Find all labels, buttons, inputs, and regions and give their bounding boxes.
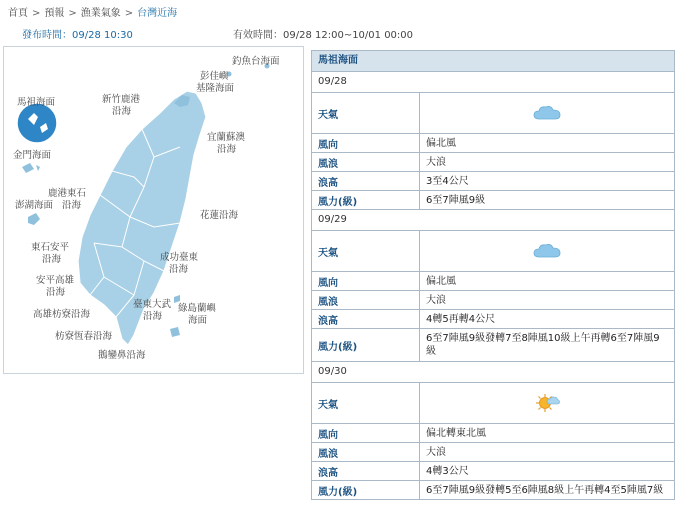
wind-direction-row [312,424,674,443]
wind-force-value: 6至7陣風9級發轉5至6陣風8級上午再轉4至5陣風7級 [426,484,664,496]
map-label-yilan[interactable]: 宜蘭蘇澳 [207,132,246,143]
map-label-ludao-line2: 海面 [188,315,208,326]
breadcrumb-home[interactable]: 首頁 [8,8,28,19]
wind-force-row [312,191,674,210]
forecast-date: 09/29 [312,210,674,231]
breadcrumb-separator: > [124,8,134,19]
forecast-panel [311,50,675,500]
map-label-ludao[interactable]: 綠島蘭嶼 [178,303,217,314]
cloud-icon [533,243,561,259]
wind-force-value: 6至7陣風9級 [426,194,486,206]
map-label-lugang[interactable]: 鹿港東石 [48,188,87,199]
wind-direction-row [312,134,674,153]
wind-force-label: 風力(級) [312,329,420,361]
map-label-dongshi-line2: 沿海 [42,254,62,265]
wind-force-label: 風力(級) [312,191,420,209]
weather-value [420,383,674,423]
wave-height-label: 浪高 [312,462,420,480]
wind-direction-label: 風向 [312,424,420,442]
wave-height-label: 浪高 [312,310,420,328]
breadcrumb-current: 台灣近海 [137,8,178,19]
breadcrumb-fishery[interactable]: 漁業氣象 [80,8,121,19]
weather-value [420,93,674,133]
weather-row [312,383,674,424]
map-label-diaoyu[interactable]: 釣魚台海面 [232,56,280,67]
map-label-fangliao[interactable]: 枋寮恆春沿海 [55,331,113,342]
map-label-yilan-line2: 沿海 [217,144,237,155]
matsu-selected-marker[interactable] [17,103,57,143]
penghu-islands[interactable] [28,213,40,225]
wave-value: 大浪 [426,294,446,306]
wind-direction-value: 偏北風 [426,275,456,287]
sun-cloud-icon [534,392,560,414]
wind-direction-label: 風向 [312,134,420,152]
wave-label: 風浪 [312,443,420,461]
wind-force-label: 風力(級) [312,481,420,499]
map-label-keelung[interactable]: 基隆海面 [196,83,235,94]
region-header: 馬祖海面 [312,51,674,72]
weather-label: 天氣 [312,383,420,423]
weather-value [420,231,674,271]
breadcrumb [8,4,177,19]
map-label-kaohsiung[interactable]: 高雄枋寮沿海 [33,309,91,320]
map-label-anping[interactable]: 安平高雄 [36,275,75,286]
kinmen-islands[interactable] [22,163,40,173]
map-label-chenggong-line2: 沿海 [169,264,189,275]
map-label-taitung-line2: 沿海 [143,311,163,322]
map-label-taitung[interactable]: 臺東大武 [133,299,172,310]
wave-height-label: 浪高 [312,172,420,190]
map-label-penghu[interactable]: 澎湖海面 [15,200,54,211]
wave-label: 風浪 [312,153,420,171]
wave-row [312,443,674,462]
breadcrumb-separator: > [32,8,41,19]
map-label-hsinchu-line2: 沿海 [112,106,132,117]
weather-label: 天氣 [312,93,420,133]
issue-time: 發布時間：09/28 10:30 [22,30,133,41]
wind-force-row [312,481,674,500]
wind-direction-value: 偏北風 [426,137,456,149]
wave-height-row [312,310,674,329]
cloud-icon [533,105,561,121]
map-label-dongshi[interactable]: 東石安平 [31,242,70,253]
weather-row [312,231,674,272]
wave-height-row [312,172,674,191]
forecast-date: 09/30 [312,362,674,383]
wind-direction-value: 偏北轉東北風 [426,427,486,439]
map-label-hsinchu[interactable]: 新竹鹿港 [102,94,141,105]
wave-height-row [312,462,674,481]
wave-height-value: 4轉3公尺 [426,465,469,477]
wave-height-value: 4轉5再轉4公尺 [426,313,496,325]
map-label-anping-line2: 沿海 [46,287,66,298]
weather-label: 天氣 [312,231,420,271]
forecast-date: 09/28 [312,72,674,93]
wave-value: 大浪 [426,446,446,458]
breadcrumb-separator: > [68,8,77,19]
wave-label: 風浪 [312,291,420,309]
map-label-lugang-line2: 沿海 [62,200,82,211]
map-label-matsu[interactable]: 馬祖海面 [17,97,56,108]
map-label-eluanbi[interactable]: 鵝鑾鼻沿海 [98,350,146,361]
map-label-pengjia[interactable]: 彭佳嶼 [200,71,229,82]
weather-row [312,93,674,134]
map-label-kinmen[interactable]: 金門海面 [13,150,52,161]
wind-force-value: 6至7陣風9級發轉7至8陣風10級上午再轉6至7陣風9級 [426,333,660,357]
map-label-chenggong[interactable]: 成功臺東 [160,252,199,263]
lanyu-island[interactable] [170,327,180,337]
ludao-island[interactable] [174,295,180,303]
map-label-hualien[interactable]: 花蓮沿海 [200,210,239,221]
wave-height-value: 3至4公尺 [426,175,469,187]
valid-time: 有效時間：09/28 12:00~10/01 00:00 [233,30,414,41]
wind-direction-label: 風向 [312,272,420,290]
wave-value: 大浪 [426,156,446,168]
wind-direction-row [312,272,674,291]
wind-force-row [312,329,674,362]
wave-row [312,291,674,310]
wave-row [312,153,674,172]
breadcrumb-forecast[interactable]: 預報 [44,8,65,19]
taiwan-sea-map [3,46,304,374]
